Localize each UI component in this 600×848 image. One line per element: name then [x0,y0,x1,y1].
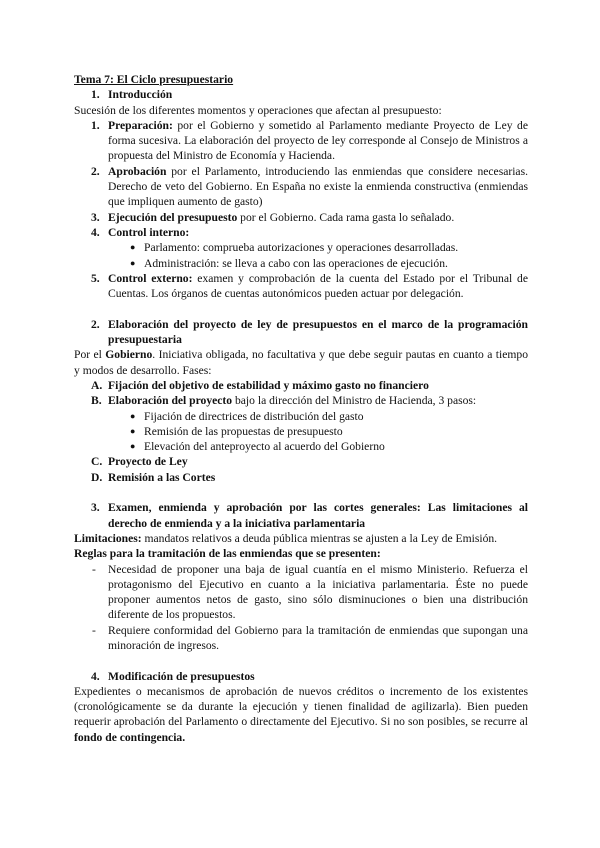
section-1-intro: Sucesión de los diferentes momentos y operaciones que afectan al presupuesto: [74,103,442,117]
list-item-aprobacion: 2. Aprobación por el Parlamento, introduciendo las enmiendas que considere necesarias. Derecho de veto del Gobierno. En España no existe la enmienda constructiva (enmiendas que impliquen aumento de gasto) [91,164,528,209]
bullet-item: ● Elevación del anteproyecto al acuerdo del Gobierno [130,440,385,454]
phase-item: A. Fijación del objetivo de estabilidad y máximo gasto no financiero [91,378,429,392]
bullet-icon: ● [130,410,136,421]
bullet-icon: ● [130,441,136,452]
list-item-control-externo: 5. Control externo: examen y comprobación de la cuenta del Estado por el Tribunal de Cuentas. Los órganos de cuentas autonómicos pueden actuar por delegación. [91,271,528,301]
dash-item: - Requiere conformidad del Gobierno para la tramitación de enmiendas que supongan una minoración de ingresos. [92,623,528,652]
bullet-icon: ● [130,242,136,253]
document-content [74,72,528,745]
dash-item: - Necesidad de proponer una baja de igual cuantía en el mismo Ministerio. Refuerza el protagonismo del Ejecutivo en cuanto a la iniciativa parlamentaria. Éste no puede proponer aumentos netos de gasto, sino sólo disminuciones o bien una distribución diferente de los propuestos. [92,562,528,622]
spacer [74,653,528,668]
dash-icon: - [92,562,96,576]
dash-icon: - [92,623,96,637]
list-item-preparacion: 1. Preparación: por el Gobierno y sometido al Parlamento mediante Proyecto de Ley de forma sucesiva. La elaboración del proyecto de ley corresponde al Consejo de Ministros a propuesta del Ministro de Economía y Hacienda. [91,118,528,163]
phase-item: B. Elaboración del proyecto bajo la dirección del Ministro de Hacienda, 3 pasos: [91,394,477,408]
phase-item: C. Proyecto de Ley [91,455,188,469]
phase-item: D. Remisión a las Cortes [91,470,216,484]
section-2-heading: 2. Elaboración del proyecto de ley de presupuestos en el marco de la programación presupuestaria [91,317,528,347]
bullet-item: ● Remisión de las propuestas de presupuesto [130,424,343,438]
bullet-item: ● Parlamento: comprueba autorizaciones y operaciones desarrolladas. [130,241,459,255]
section-1-heading: 1. Introducción [91,88,173,102]
spacer [74,301,528,316]
section-2-intro: Por el Gobierno. Iniciativa obligada, no facultativa y que debe seguir pautas en cuanto a tiempo y modos de desarrollo. Fases: [74,348,528,377]
reglas-heading: Reglas para la tramitación de las enmiendas que se presenten: [74,547,381,561]
limitaciones-paragraph: Limitaciones: mandatos relativos a deuda pública mientras se ajusten a la Ley de Emisión. [74,531,498,545]
section-4-heading: 4. Modificación de presupuestos [91,669,255,683]
document-title: Tema 7: El Ciclo presupuestario [74,73,234,86]
section-4-paragraph: Expedientes o mecanismos de aprobación de nuevos créditos o incremento de los existentes (cronológicamente se da durante la ejecución y tienen finalidad de agilizarla). Bien pueden requerir aprobación del Parlamento o directamente del Ejecutivo. Si no son posibles, se recurre al fondo de contingencia. [74,684,528,744]
bullet-icon: ● [130,425,136,436]
spacer [74,485,528,500]
list-item-control-interno: 4. Control interno: [91,225,190,239]
bullet-item: ● Administración: se lleva a cabo con las operaciones de ejecución. [130,256,448,270]
bullet-icon: ● [130,257,136,268]
list-item-ejecucion: 3. Ejecución del presupuesto por el Gobierno. Cada rama gasta lo señalado. [91,210,455,224]
bullet-item: ● Fijación de directrices de distribución del gasto [130,409,364,423]
section-3-heading: 3. Examen, enmienda y aprobación por las cortes generales: Las limitaciones al derecho de enmienda y a la iniciativa parlamentaria [91,501,528,530]
